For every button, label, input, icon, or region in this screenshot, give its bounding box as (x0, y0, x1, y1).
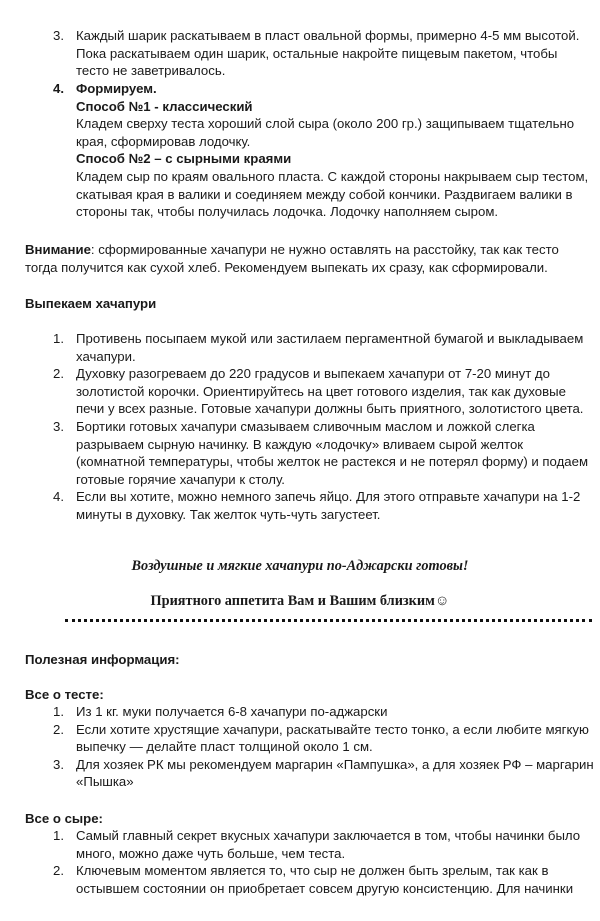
list-item: 1. Из 1 кг. муки получается 6-8 хачапури по-аджарски (53, 704, 388, 719)
forming-title: Формируем. (76, 81, 157, 96)
list-item: 1. Противень посыпаем мукой или застилаем пергаментной бумагой и выкладываем хачапури. (53, 331, 584, 364)
cheese-heading: Все о сыре: (25, 811, 103, 826)
dough-heading: Все о тесте: (25, 687, 104, 702)
attention-label: Внимание (25, 242, 91, 257)
closing-line-2: Приятного аппетита Вам и Вашим близким☺ (150, 593, 450, 609)
preparation-list (0, 27, 600, 221)
attention-paragraph: Внимание: сформированные хачапури не нужно оставлять на расстойку, так как тесто тогда получится как сухой хлеб. Рекомендуем выпекать их сразу, как сформировали. (25, 242, 559, 275)
list-item: 2. Духовку разогреваем до 220 градусов и выпекаем хачапури от 7-20 минут до золотистой корочки. Ориентируйтесь на цвет готового изделия, так как духовые печи у всех разные. Готовые хачапури должны быть приятного, золотистого цвета. (53, 366, 584, 417)
list-item: 3. Для хозяек РК мы рекомендуем маргарин «Пампушка», а для хозяек РФ – маргарин «Пышка» (53, 756, 594, 790)
useful-heading: Полезная информация: (25, 652, 180, 667)
baking-list (0, 330, 600, 524)
list-item: 2. Ключевым моментом является то, что сыр не должен быть зрелым, так как в остывшем состоянии он приобретает совсем другую консистенцию. Для начинки (53, 863, 574, 896)
list-item: 3. Каждый шарик раскатываем в пласт овальной формы, примерно 4-5 мм высотой. Пока раскатываем один шарик, остальные накройте пищевым пакетом, чтобы тесто не заветривалось. (53, 28, 580, 79)
closing-line-1: Воздушные и мягкие хачапури по-Аджарски готовы! (131, 558, 469, 574)
list-item: 2. Если хотите хрустящие хачапури, раскатывайте тесто тонко, а если любите мягкую выпечку — делайте пласт толщиной около 1 см. (53, 721, 589, 755)
dough-list (0, 703, 600, 791)
list-item: 4. Если вы хотите, можно немного запечь яйцо. Для этого отправьте хачапури на 1-2 минуты в духовку. Так желток чуть-чуть загустеет. (53, 489, 581, 522)
baking-heading: Выпекаем хачапури (25, 296, 157, 311)
list-item: 4. Формируем. Способ №1 - классический Кладем сверху теста хороший слой сыра (около 200 гр.) защипываем тщательно края, сформировав лодочку. Способ №2 – с сырными краями Кладем сыр по краям овального пласта. С каждой стороны накрываем сыр тестом, скатывая края в валики и соединяем между собой кончики. Раздвигаем валики в стороны так, чтобы получилась лодочка. Лодочку наполняем сыром. (0, 80, 600, 221)
dotted-divider (65, 619, 592, 622)
method-1-title: Способ №1 - классический (76, 98, 253, 114)
list-item: 1. Самый главный секрет вкусных хачапури заключается в том, чтобы начинки было много, можно даже чуть больше, чем теста. (53, 828, 581, 861)
cheese-list (0, 827, 600, 897)
method-2-title: Способ №2 – с сырными краями (76, 151, 292, 167)
list-item: 3. Бортики готовых хачапури смазываем сливочным маслом и ложкой слегка разрываем сырную начинку. В каждую «лодочку» вливаем сырой желток (комнатной температуры, чтобы желток не растекся и не потерял форму) и подаем готовые горячие хачапури к столу. (53, 418, 589, 487)
